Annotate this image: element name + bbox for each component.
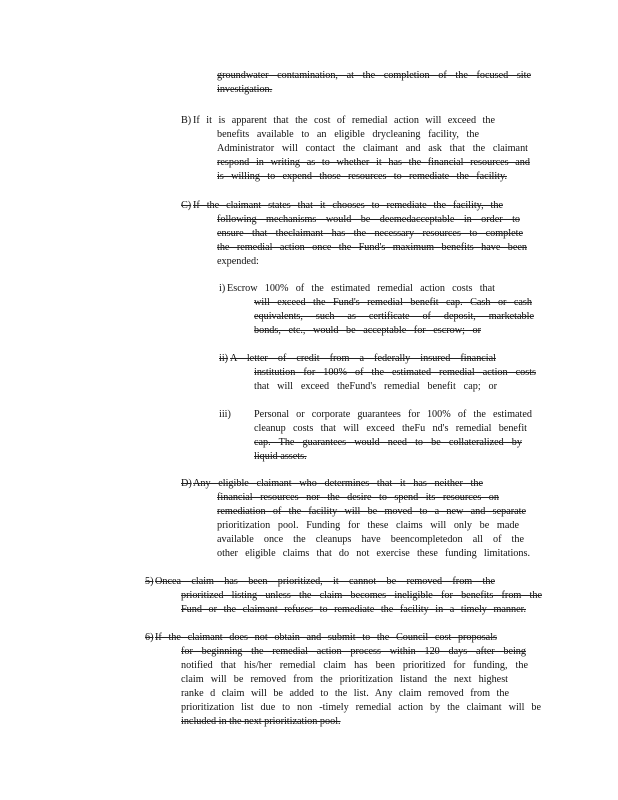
- text-line: will exceed the Fund's remedial benefit cap. Cash or cash: [254, 297, 532, 308]
- item-label: C): [181, 200, 192, 211]
- text-line: for beginning the remedial action process within 120 days after being: [181, 646, 526, 657]
- text-line: included in the next prioritization pool.: [181, 716, 341, 727]
- text-line: Personal or corporate guarantees for 100% of the estimated: [254, 409, 532, 420]
- text-line: Any eligible claimant who determines that it has neither the: [193, 478, 483, 489]
- item-label: 6): [145, 632, 154, 643]
- item-label: D): [181, 478, 192, 489]
- text-line: Oncea claim has been prioritized, it cannot be removed from the: [155, 576, 495, 587]
- text-line: remediation of the facility will be moved to a new and separate: [217, 506, 526, 517]
- text-line: institution for 100% of the estimated remedial action costs: [254, 367, 536, 378]
- item-label: 5): [145, 576, 154, 587]
- text-line: cap. The guarantees would need to be collateralized by: [254, 437, 522, 448]
- text-line: If the claimant states that it chooses to remediate the facility, the: [193, 200, 503, 211]
- item-label: B): [181, 115, 192, 126]
- text-line: If it is apparent that the cost of remedial action will exceed the: [193, 115, 495, 126]
- text-line: investigation.: [217, 84, 273, 95]
- text-line: following mechanisms would be deemedacceptable in order to: [217, 214, 520, 225]
- text-line: Administrator will contact the claimant and ask that the claimant: [217, 143, 528, 154]
- text-line: prioritization pool. Funding for these claims will only be made: [217, 520, 519, 531]
- text-line: ranke d claim will be added to the list. Any claim removed from the: [181, 688, 509, 699]
- text-line: expended:: [217, 256, 259, 267]
- text-line: benefits available to an eligible drycleaning facility, the: [217, 129, 479, 140]
- item-label: ii): [219, 353, 229, 364]
- text-line: ensure that theclaimant has the necessary resources to complete: [217, 228, 523, 239]
- text-line: A letter of credit from a federally insured financial: [230, 353, 496, 364]
- text-line: bonds, etc., would be acceptable for escrow; or: [254, 325, 481, 336]
- text-line: prioritization list due to non -timely remedial action by the claimant will be: [181, 702, 541, 713]
- text-line: Fund or the claimant refuses to remediate the facility in a timely manner.: [181, 604, 526, 615]
- text-line: groundwater contamination, at the completion of the focused site: [217, 70, 531, 81]
- text-line: the remedial action once the Fund's maximum benefits have been: [217, 242, 527, 253]
- text-line: respond in writing as to whether it has the financial resources and: [217, 157, 530, 168]
- item-label: i): [219, 283, 226, 294]
- text-line: cleanup costs that will exceed theFu nd's remedial benefit: [254, 423, 527, 434]
- text-line: prioritized listing unless the claim becomes ineligible for benefits from the: [181, 590, 542, 601]
- item-label: iii): [219, 409, 231, 420]
- text-line: equivalents, such as certificate of deposit, marketable: [254, 311, 534, 322]
- text-line: other eligible claims that do not exercise these funding limitations.: [217, 548, 530, 559]
- text-line: that will exceed theFund's remedial benefit cap; or: [254, 381, 497, 392]
- text-line: liquid assets.: [254, 451, 307, 462]
- text-line: is willing to expend those resources to remediate the facility.: [217, 171, 507, 182]
- text-line: claim will be removed from the prioritization listand the next highest: [181, 674, 508, 685]
- text-line: available once the cleanups have beencompletedon all of the: [217, 534, 524, 545]
- text-line: Escrow 100% of the estimated remedial action costs that: [227, 283, 495, 294]
- text-line: notified that his/her remedial claim has been prioritized for funding, the: [181, 660, 528, 671]
- text-line: If the claimant does not obtain and submit to the Council cost proposals: [155, 632, 497, 643]
- text-line: financial resources nor the desire to spend its resources on: [217, 492, 499, 503]
